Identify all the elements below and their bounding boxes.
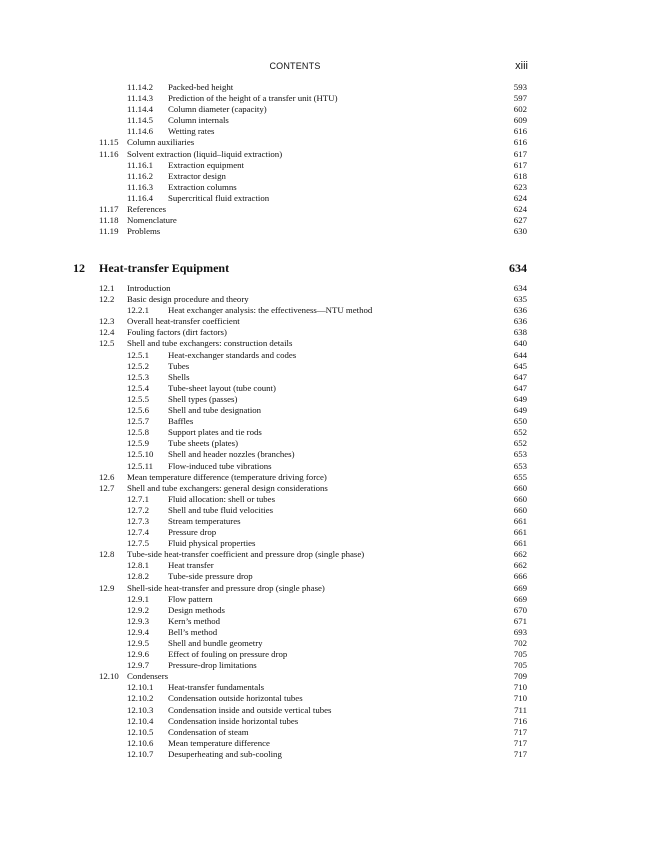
toc-entry-number: 12.7.1 (127, 493, 149, 504)
toc-subsection-row[interactable] (0, 361, 648, 372)
toc-subsection-row[interactable] (0, 505, 648, 516)
toc-entry-number: 12.10.2 (127, 693, 154, 704)
toc-entry-number: 12.5 (99, 338, 115, 349)
toc-entry-number: 12.5.11 (127, 460, 154, 471)
toc-entry-number: 11.16.1 (127, 159, 154, 170)
toc-entry-title: Flow pattern (168, 593, 213, 604)
toc-entry-title: Nomenclature (127, 215, 177, 226)
toc-subsection-row[interactable] (0, 383, 648, 394)
toc-entry-page: 653 (513, 460, 527, 471)
toc-entry-title: Solvent extraction (liquid–liquid extraction) (127, 148, 283, 159)
toc-entry-title: Condensation of steam (168, 726, 249, 737)
toc-entry-title: Extraction columns (168, 181, 237, 192)
toc-section-row[interactable] (0, 549, 648, 560)
toc-entry-page: 624 (513, 204, 527, 215)
toc-subsection-row[interactable] (0, 494, 648, 505)
toc-entry-page: 593 (513, 82, 527, 92)
toc-entry-number: 12.2.1 (127, 305, 149, 316)
toc-entry-title: Kern’s method (168, 615, 221, 626)
chapter-page: 634 (509, 261, 527, 275)
toc-entry-page: 662 (513, 560, 527, 571)
toc-entry-number: 12.5.10 (127, 449, 154, 460)
toc-entry-page: 649 (513, 405, 527, 416)
toc-entry-number: 12.5.7 (127, 416, 149, 427)
running-title: CONTENTS (269, 61, 321, 71)
toc-subsection-row[interactable] (0, 594, 648, 605)
toc-entry-number: 12.8.1 (127, 560, 149, 571)
toc-section-row[interactable] (0, 472, 648, 483)
toc-entry-page: 597 (513, 93, 527, 104)
toc-entry-title: Supercritical fluid extraction (168, 192, 270, 203)
toc-entry-page: 647 (513, 371, 527, 382)
toc-entry-number: 12.7.5 (127, 538, 149, 549)
toc-section-row[interactable] (0, 338, 648, 349)
toc-entry-page: 661 (513, 538, 527, 549)
toc-entry-title: Extraction equipment (168, 159, 244, 170)
toc-subsection-row[interactable] (0, 193, 648, 204)
toc-entry-page: 655 (513, 471, 527, 482)
toc-subsection-row[interactable] (0, 627, 648, 638)
toc-entry-title: Tubes (168, 360, 190, 371)
toc-entry-title: Column diameter (capacity) (168, 104, 267, 115)
toc-entry-page: 636 (513, 316, 527, 327)
toc-entry-number: 12.10.6 (127, 737, 154, 748)
toc-entry-number: 11.14.6 (127, 126, 154, 137)
toc-entry-page: 645 (513, 360, 527, 371)
toc-entry-page: 660 (513, 482, 527, 493)
toc-entry-page: 660 (513, 493, 527, 504)
toc-entry-number: 11.19 (99, 226, 119, 237)
toc-subsection-row[interactable] (0, 372, 648, 383)
toc-entry-page: 660 (513, 504, 527, 515)
toc-entry-page: 602 (513, 104, 527, 115)
toc-entry-page: 636 (513, 305, 527, 316)
toc-entry-title: Packed-bed height (168, 82, 234, 92)
toc-entry-title: Flow-induced tube vibrations (168, 460, 272, 471)
toc-subsection-row[interactable] (0, 749, 648, 760)
toc-subsection-row[interactable] (0, 560, 648, 571)
toc-entry-page: 705 (513, 660, 527, 671)
toc-subsection-row[interactable] (0, 527, 648, 538)
toc-subsection-row[interactable] (0, 716, 648, 727)
toc-entry-number: 12.4 (99, 327, 115, 338)
toc-entry-title: Condensation outside horizontal tubes (168, 693, 303, 704)
toc-entry-title: Pressure drop (168, 527, 217, 538)
toc-entry-title: Desuperheating and sub-cooling (168, 748, 282, 759)
toc-section-row[interactable] (0, 583, 648, 594)
toc-entry-number: 11.16.4 (127, 192, 154, 203)
toc-entry-title: Tube-side pressure drop (168, 571, 253, 582)
toc-subsection-row[interactable] (0, 516, 648, 527)
toc-entry-page: 710 (513, 693, 527, 704)
toc-entry-page: 644 (513, 349, 527, 360)
toc-entry-title: Design methods (168, 604, 225, 615)
toc-entry-number: 11.16.3 (127, 181, 154, 192)
toc-entry-page: 617 (513, 148, 527, 159)
toc-entry-title: Mean temperature difference (168, 737, 270, 748)
toc-entry-title: Shell-side heat-transfer and pressure drop (single phase) (127, 582, 325, 593)
toc-entry-number: 12.10 (99, 671, 119, 682)
toc-entry-number: 11.18 (99, 215, 119, 226)
toc-section-row[interactable] (0, 137, 648, 148)
toc-subsection-row[interactable] (0, 605, 648, 616)
chapter-heading[interactable] (0, 260, 648, 276)
toc-entry-title: Pressure-drop limitations (168, 660, 257, 671)
toc-entry-page: 618 (513, 170, 527, 181)
toc-subsection-row[interactable] (0, 171, 648, 182)
toc-subsection-row[interactable] (0, 538, 648, 549)
toc-entry-page: 627 (513, 215, 527, 226)
toc-entry-number: 12.5.8 (127, 427, 149, 438)
page-number: xiii (515, 60, 528, 72)
toc-entry-number: 12.10.1 (127, 682, 154, 693)
toc-entry-title: Tube-sheet layout (tube count) (168, 382, 276, 393)
toc-entry-number: 12.3 (99, 316, 115, 327)
toc-entry-title: Fluid allocation: shell or tubes (168, 493, 276, 504)
toc-entry-title: Heat exchanger analysis: the effectiveness—NTU method (168, 305, 373, 316)
toc-continued-section (0, 82, 648, 237)
toc-entry-number: 11.14.2 (127, 82, 154, 92)
toc-entry-number: 12.7.4 (127, 527, 149, 538)
toc-entry-page: 710 (513, 682, 527, 693)
toc-entry-title: Overall heat-transfer coefficient (127, 316, 240, 327)
toc-entry-number: 12.9.6 (127, 649, 149, 660)
toc-entry-page: 669 (513, 582, 527, 593)
toc-entry-page: 671 (513, 615, 527, 626)
toc-subsection-row[interactable] (0, 93, 648, 104)
toc-subsection-row[interactable] (0, 571, 648, 582)
toc-entry-title: Problems (127, 226, 161, 237)
toc-subsection-row[interactable] (0, 394, 648, 405)
toc-section-row[interactable] (0, 294, 648, 305)
toc-subsection-row[interactable] (0, 682, 648, 693)
toc-entry-title: Shell and tube exchangers: general design considerations (127, 482, 328, 493)
toc-entry-number: 12.7 (99, 482, 115, 493)
toc-entry-title: Fluid physical properties (168, 538, 256, 549)
toc-entry-number: 12.7.3 (127, 515, 149, 526)
toc-entry-title: Wetting rates (168, 126, 215, 137)
toc-entry-title: Column internals (168, 115, 229, 126)
toc-subsection-row[interactable] (0, 182, 648, 193)
toc-entry-page: 640 (513, 338, 527, 349)
toc-entry-page: 709 (513, 671, 527, 682)
toc-subsection-row[interactable] (0, 416, 648, 427)
toc-entry-title: Baffles (168, 416, 194, 427)
toc-section-row[interactable] (0, 316, 648, 327)
toc-entry-number: 12.9.7 (127, 660, 149, 671)
toc-subsection-row[interactable] (0, 660, 648, 671)
toc-entry-number: 12.5.3 (127, 371, 149, 382)
toc-entry-title: References (127, 204, 167, 215)
toc-entry-number: 12.10.7 (127, 748, 154, 759)
toc-entry-page: 617 (513, 159, 527, 170)
toc-entry-page: 711 (514, 704, 527, 715)
toc-entry-page: 623 (513, 181, 527, 192)
toc-entry-page: 669 (513, 593, 527, 604)
toc-entry-number: 11.17 (99, 204, 119, 215)
toc-entry-number: 12.2 (99, 294, 115, 305)
toc-subsection-row[interactable] (0, 461, 648, 472)
toc-entry-page: 638 (513, 327, 527, 338)
toc-entry-number: 12.6 (99, 471, 115, 482)
page-header (0, 60, 648, 74)
toc-chapter-entries (0, 283, 648, 760)
toc-entry-title: Introduction (127, 283, 171, 293)
toc-entry-page: 609 (513, 115, 527, 126)
toc-entry-title: Basic design procedure and theory (127, 294, 249, 305)
toc-subsection-row[interactable] (0, 638, 648, 649)
toc-entry-title: Support plates and tie rods (168, 427, 262, 438)
toc-entry-number: 12.8.2 (127, 571, 149, 582)
toc-entry-title: Shell and bundle geometry (168, 638, 263, 648)
toc-entry-number: 12.9.1 (127, 593, 149, 604)
toc-section-row[interactable] (0, 283, 648, 294)
toc-entry-title: Shell and tube designation (168, 405, 262, 416)
toc-entry-number: 12.9 (99, 582, 115, 593)
toc-entry-page: 624 (513, 192, 527, 203)
toc-subsection-row[interactable] (0, 427, 648, 438)
toc-entry-page: 616 (513, 137, 527, 148)
toc-entry-number: 11.16 (99, 148, 119, 159)
toc-entry-page: 693 (513, 626, 527, 637)
toc-entry-page: 662 (513, 549, 527, 560)
toc-entry-title: Extractor design (168, 170, 226, 181)
toc-section-row[interactable] (0, 149, 648, 160)
chapter-title: Heat-transfer Equipment (99, 261, 230, 275)
toc-entry-number: 12.9.3 (127, 615, 149, 626)
toc-entry-number: 12.10.3 (127, 704, 154, 715)
toc-entry-number: 12.7.2 (127, 504, 149, 515)
toc-entry-page: 717 (513, 737, 527, 748)
toc-subsection-row[interactable] (0, 438, 648, 449)
toc-entry-number: 12.5.9 (127, 438, 149, 449)
toc-section-row[interactable] (0, 671, 648, 682)
toc-entry-page: 649 (513, 393, 527, 404)
toc-entry-number: 12.8 (99, 549, 115, 560)
toc-entry-title: Prediction of the height of a transfer unit (HTU) (168, 93, 338, 104)
toc-entry-title: Heat transfer (168, 560, 214, 571)
toc-subsection-row[interactable] (0, 449, 648, 460)
toc-entry-title: Column auxiliaries (127, 137, 195, 148)
toc-entry-title: Effect of fouling on pressure drop (168, 649, 288, 660)
toc-subsection-row[interactable] (0, 126, 648, 137)
toc-entry-page: 630 (513, 226, 527, 237)
toc-section-row[interactable] (0, 215, 648, 226)
toc-entry-page: 634 (513, 283, 527, 293)
toc-entry-page: 705 (513, 649, 527, 660)
toc-section-row[interactable] (0, 226, 648, 237)
toc-entry-number: 12.9.5 (127, 638, 149, 648)
toc-entry-number: 12.9.2 (127, 604, 149, 615)
toc-entry-page: 716 (513, 715, 527, 726)
toc-subsection-row[interactable] (0, 727, 648, 738)
toc-entry-page: 666 (513, 571, 527, 582)
toc-entry-page: 702 (513, 638, 527, 648)
toc-entry-page: 635 (513, 294, 527, 305)
toc-entry-page: 661 (513, 527, 527, 538)
toc-entry-page: 717 (513, 726, 527, 737)
toc-entry-page: 616 (513, 126, 527, 137)
toc-entry-number: 12.5.1 (127, 349, 149, 360)
toc-subsection-row[interactable] (0, 649, 648, 660)
toc-entry-number: 11.16.2 (127, 170, 154, 181)
toc-subsection-row[interactable] (0, 350, 648, 361)
toc-entry-title: Tube sheets (plates) (168, 438, 239, 449)
toc-entry-title: Mean temperature difference (temperature driving force) (127, 471, 327, 482)
toc-entry-page: 717 (513, 748, 527, 759)
toc-entry-number: 12.5.2 (127, 360, 149, 371)
toc-subsection-row[interactable] (0, 160, 648, 171)
toc-entry-number: 11.14.3 (127, 93, 154, 104)
toc-entry-title: Condensation inside and outside vertical tubes (168, 704, 332, 715)
toc-subsection-row[interactable] (0, 405, 648, 416)
toc-subsection-row[interactable] (0, 104, 648, 115)
toc-entry-title: Shell types (passes) (168, 393, 238, 404)
toc-entry-page: 652 (513, 427, 527, 438)
toc-subsection-row[interactable] (0, 705, 648, 716)
toc-entry-title: Stream temperatures (168, 515, 241, 526)
toc-entry-title: Bell’s method (168, 626, 218, 637)
toc-entry-title: Condensers (127, 671, 169, 682)
toc-subsection-row[interactable] (0, 115, 648, 126)
toc-entry-title: Heat-transfer fundamentals (168, 682, 264, 693)
toc-entry-page: 670 (513, 604, 527, 615)
toc-entry-number: 12.5.5 (127, 393, 149, 404)
toc-entry-title: Heat-exchanger standards and codes (168, 349, 297, 360)
toc-entry-title: Condensation inside horizontal tubes (168, 715, 299, 726)
toc-section-row[interactable] (0, 483, 648, 494)
toc-subsection-row[interactable] (0, 82, 648, 93)
toc-entry-number: 12.1 (99, 283, 115, 293)
toc-entry-number: 12.10.5 (127, 726, 154, 737)
toc-entry-number: 11.14.5 (127, 115, 154, 126)
toc-entry-page: 661 (513, 515, 527, 526)
toc-entry-title: Shell and tube fluid velocities (168, 504, 274, 515)
toc-entry-number: 11.14.4 (127, 104, 154, 115)
toc-entry-page: 647 (513, 382, 527, 393)
toc-subsection-row[interactable] (0, 305, 648, 316)
toc-subsection-row[interactable] (0, 693, 648, 704)
toc-entry-number: 12.10.4 (127, 715, 154, 726)
toc-subsection-row[interactable] (0, 616, 648, 627)
toc-subsection-row[interactable] (0, 738, 648, 749)
chapter-number: 12 (73, 261, 85, 275)
toc-entry-title: Shells (168, 371, 190, 382)
toc-entry-page: 652 (513, 438, 527, 449)
toc-entry-number: 12.9.4 (127, 626, 149, 637)
toc-entry-title: Shell and header nozzles (branches) (168, 449, 295, 460)
toc-entry-page: 650 (513, 416, 527, 427)
toc-entry-number: 12.5.4 (127, 382, 149, 393)
toc-section-row[interactable] (0, 204, 648, 215)
toc-entry-number: 12.5.6 (127, 405, 149, 416)
toc-entry-title: Shell and tube exchangers: construction details (127, 338, 293, 349)
toc-entry-page: 653 (513, 449, 527, 460)
toc-section-row[interactable] (0, 327, 648, 338)
toc-entry-title: Fouling factors (dirt factors) (127, 327, 227, 338)
toc-entry-title: Tube-side heat-transfer coefficient and pressure drop (single phase) (127, 549, 365, 560)
toc-entry-number: 11.15 (99, 137, 119, 148)
